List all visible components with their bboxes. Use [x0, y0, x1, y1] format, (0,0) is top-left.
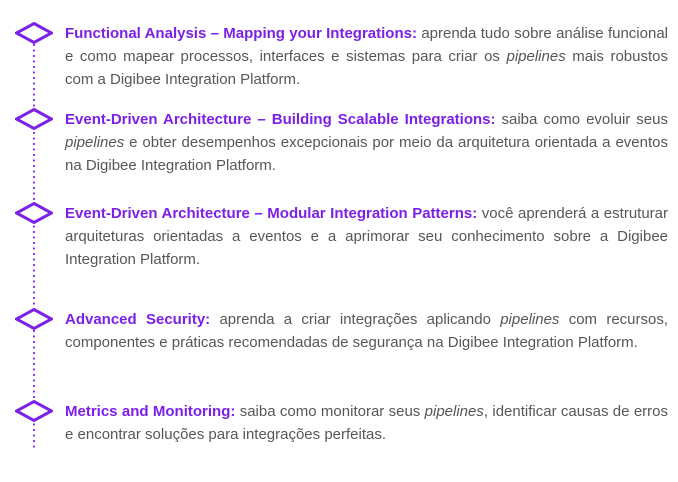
description-run: você aprenderá a estruturar arquiteturas orientadas a eventos e a aprimorar seu conhecimento sobre a Digibee Integration Platform. [65, 205, 668, 268]
diamond-icon [15, 400, 53, 422]
module-description [65, 308, 678, 354]
description-run: , identificar causas de erros e encontrar soluções para integrações perfeitas. [65, 403, 668, 443]
italic-term: pipelines [65, 134, 125, 151]
module-title: Advanced Security: [65, 311, 211, 328]
icon-column [0, 108, 65, 130]
diamond-icon [15, 22, 53, 44]
description-run: saiba como monitorar seus [235, 403, 425, 420]
list-item [0, 308, 678, 354]
module-description [65, 22, 678, 91]
italic-term: pipelines [424, 403, 484, 420]
list-item [0, 108, 678, 177]
italic-term: pipelines [506, 48, 566, 65]
icon-column [0, 22, 65, 44]
description-run: mais robustos com a Digibee Integration Platform. [65, 48, 669, 88]
module-description [65, 400, 678, 446]
description-run: saiba como evoluir seus [495, 111, 668, 128]
list-item [0, 400, 678, 446]
module-description [65, 108, 678, 177]
diamond-icon [15, 202, 53, 224]
list-item [0, 202, 678, 271]
diamond-icon [15, 108, 53, 130]
icon-column [0, 400, 65, 422]
description-run: com recursos, componentes e práticas recomendadas de segurança na Digibee Integration Platform. [65, 311, 669, 351]
module-title: Event-Driven Architecture – Modular Integration Patterns: [65, 205, 478, 222]
description-run: e obter desempenhos excepcionais por meio da arquitetura orientada a eventos na Digibee Integration Platform. [65, 134, 668, 174]
module-description [65, 202, 678, 271]
list-item [0, 22, 678, 91]
diamond-icon [15, 308, 53, 330]
module-title: Event-Driven Architecture – Building Scalable Integrations: [65, 111, 496, 128]
icon-column [0, 308, 65, 330]
module-title: Functional Analysis – Mapping your Integrations: [65, 25, 417, 42]
icon-column [0, 202, 65, 224]
description-run: aprenda tudo sobre análise funcional e como mapear processos, interfaces e sistemas para criar os [65, 25, 668, 65]
module-title: Metrics and Monitoring: [65, 403, 236, 420]
italic-term: pipelines [500, 311, 560, 328]
description-run: aprenda a criar integrações aplicando [210, 311, 501, 328]
